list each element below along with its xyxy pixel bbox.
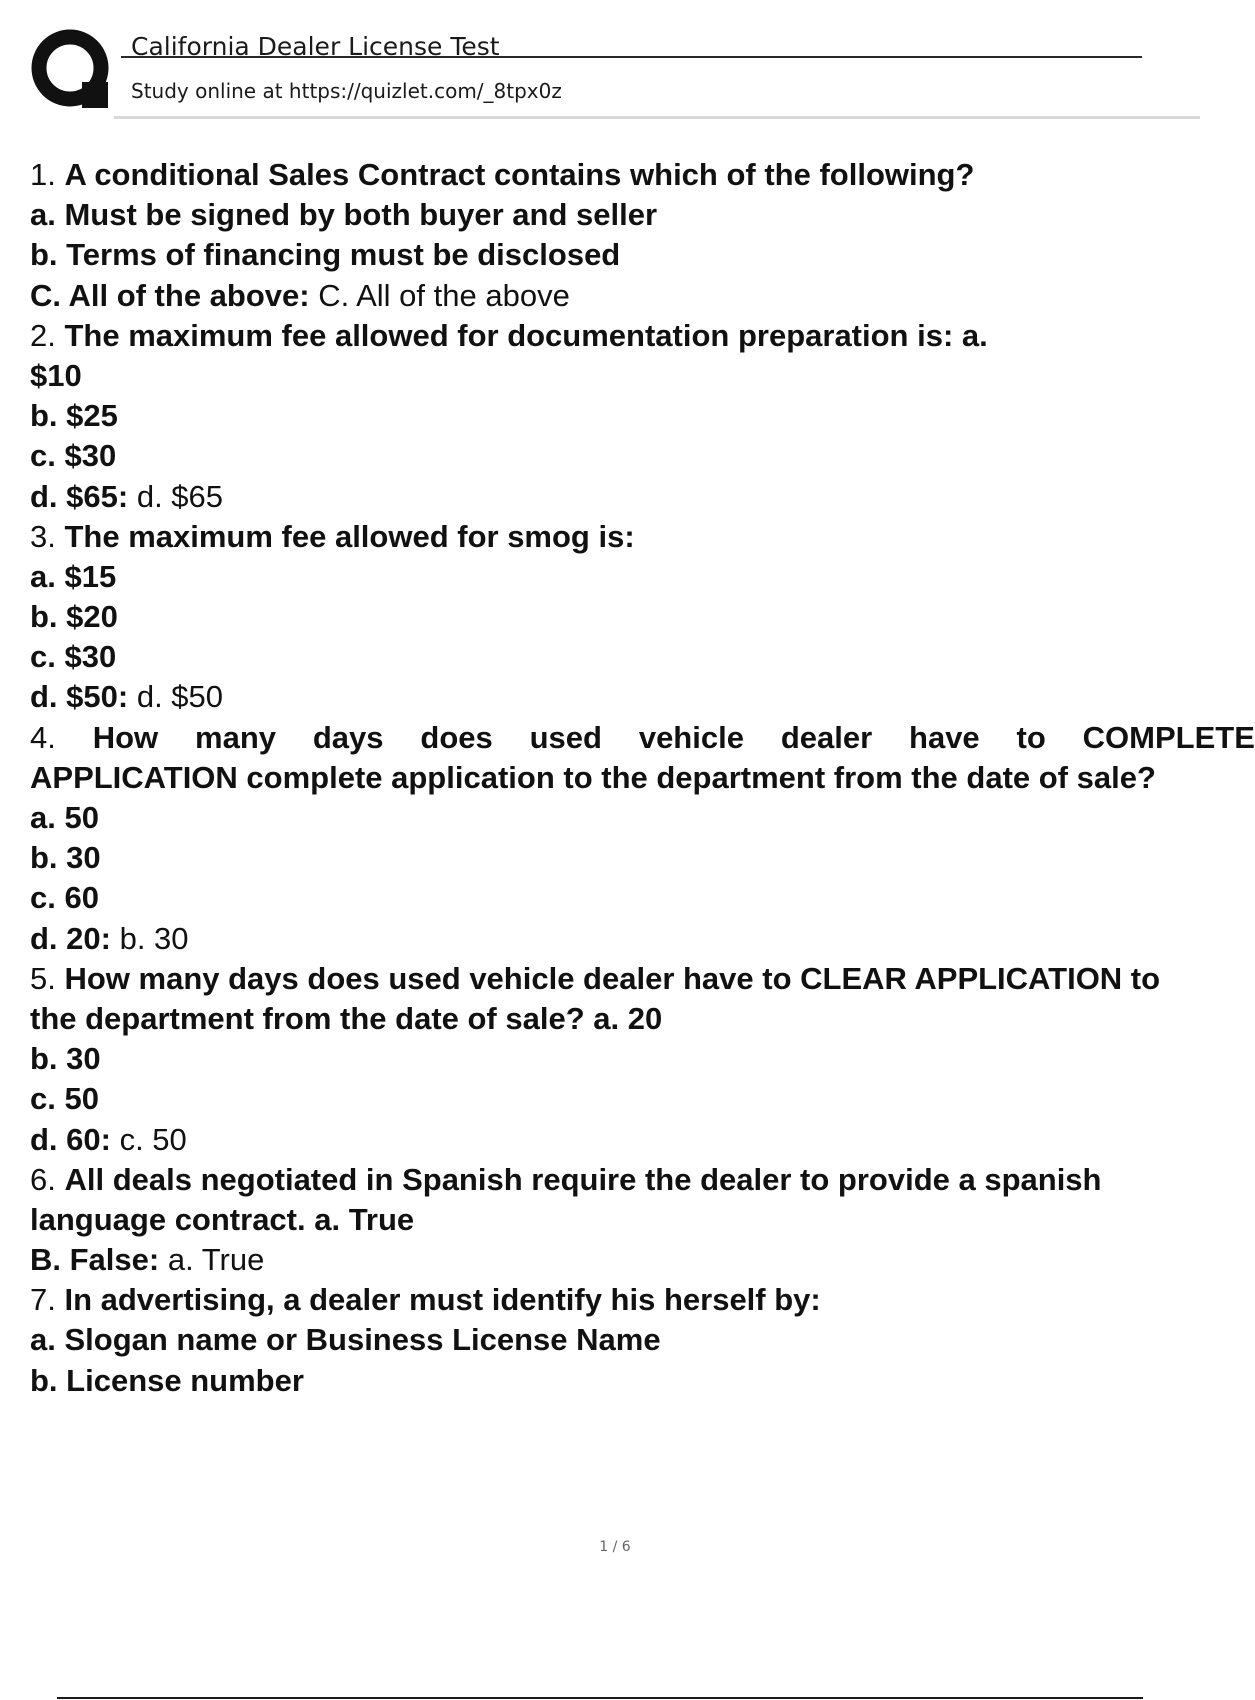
- page-number: 1 / 6: [599, 1539, 631, 1555]
- answer-option: a. Slogan name or Business License Name: [30, 1322, 661, 1358]
- answer-option: c. 50: [30, 1081, 99, 1117]
- document-title: California Dealer License Test: [131, 32, 500, 61]
- question-line: APPLICATION complete application to the department from the date of sale?: [30, 759, 1156, 795]
- answer-option: a. $15: [30, 558, 117, 594]
- answer-option: b. $25: [30, 398, 118, 434]
- answer-line: d. 60: c. 50: [30, 1121, 187, 1157]
- answer-option: b. 30: [30, 1041, 101, 1077]
- question-line: 6. All deals negotiated in Spanish require the dealer to provide a spanish: [30, 1161, 1102, 1197]
- question-line: 3. The maximum fee allowed for smog is:: [30, 518, 635, 554]
- answer-option: b. $20: [30, 599, 118, 635]
- answer-option: c. $30: [30, 639, 117, 675]
- question-line: 7. In advertising, a dealer must identify his herself by:: [30, 1282, 821, 1318]
- question-list: [30, 155, 1255, 1401]
- answer-option: c. $30: [30, 438, 117, 474]
- answer-line: B. False: a. True: [30, 1242, 265, 1278]
- question-line: 5. How many days does used vehicle dealer have to CLEAR APPLICATION to: [30, 960, 1161, 996]
- header-divider: [114, 116, 1200, 119]
- answer-line: C. All of the above: C. All of the above: [30, 277, 570, 313]
- answer-line: d. 20: b. 30: [30, 920, 189, 956]
- question-line: the department from the date of sale? a. 20: [30, 1000, 663, 1036]
- answer-option: $10: [30, 357, 82, 393]
- question-line: 2. The maximum fee allowed for documentation preparation is: a.: [30, 317, 988, 353]
- footer-rule: [57, 1697, 1143, 1699]
- answer-line: d. $65: d. $65: [30, 478, 224, 514]
- answer-option: a. Must be signed by both buyer and seller: [30, 197, 658, 233]
- question-line: language contract. a. True: [30, 1201, 415, 1237]
- answer-option: b. License number: [30, 1362, 304, 1398]
- text-line: 1. A conditional Sales Contract contains which of the following?: [30, 157, 975, 192]
- answer-option: b. 30: [30, 840, 101, 876]
- quizlet-logo: [30, 28, 114, 112]
- question-line-justified: 4. How many days does used vehicle dealer have to COMPLETE: [30, 719, 1255, 755]
- answer-option: a. 50: [30, 800, 99, 835]
- answer-line: d. $50: d. $50: [30, 679, 224, 715]
- answer-option: c. 60: [30, 880, 99, 916]
- study-online-link[interactable]: Study online at https://quizlet.com/_8tpx0z: [131, 79, 562, 103]
- answer-option: b. Terms of financing must be disclosed: [30, 237, 621, 273]
- header-rule: [121, 56, 1142, 58]
